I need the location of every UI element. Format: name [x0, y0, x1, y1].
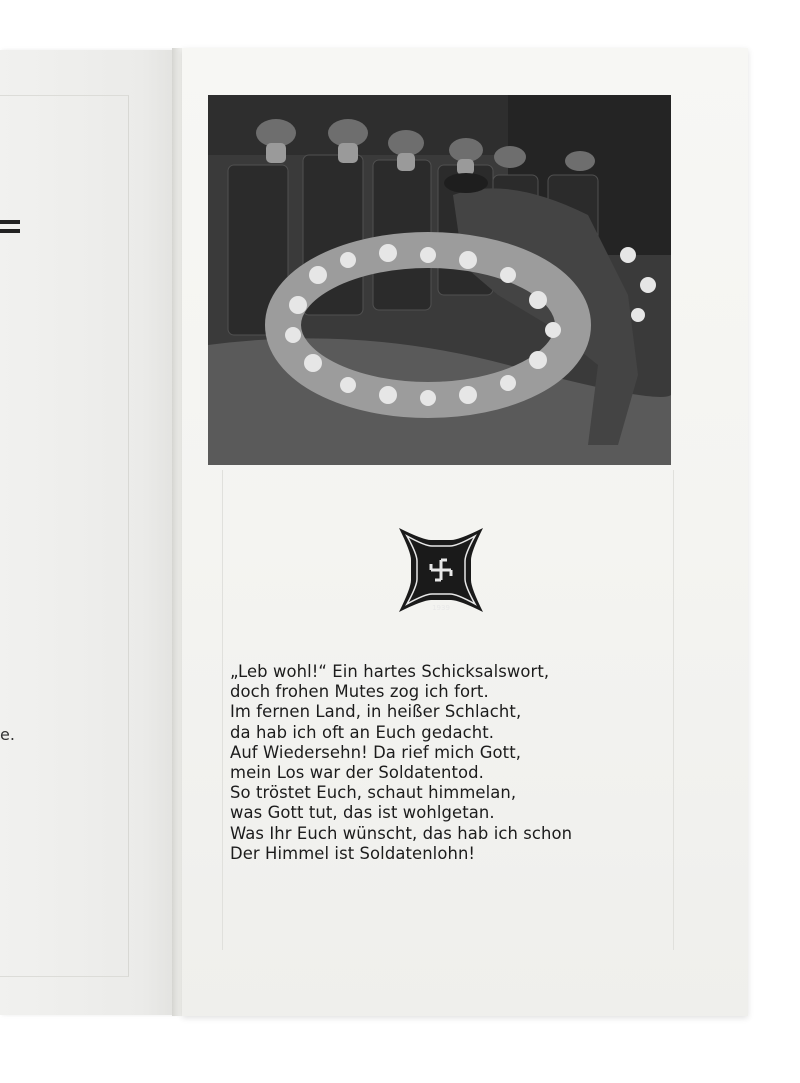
memorial-photograph: [208, 95, 671, 465]
iron-cross-icon: [393, 522, 489, 618]
left-page-frame: [0, 95, 129, 977]
poem-line: was Gott tut, das ist wohlgetan.: [230, 803, 495, 823]
photograph-soldiers-wreath-icon: [208, 95, 671, 465]
poem-line: doch frohen Mutes zog ich fort.: [230, 682, 489, 702]
poem-line: da hab ich oft an Euch gedacht.: [230, 722, 495, 742]
poem-line: „Leb wohl!“ Ein hartes Schicksalswort,: [230, 662, 550, 681]
poem-line: mein Los war der Soldatentod.: [230, 763, 484, 783]
poem-line: Auf Wiedersehn! Da rief mich Gott,: [230, 742, 522, 762]
left-page-letter-fragment: e.: [0, 725, 15, 744]
left-page-equals-mark: [0, 220, 20, 224]
memorial-poem: [230, 662, 670, 864]
poem-line: So tröstet Euch, schaut himmelan,: [230, 783, 517, 803]
poem-line: Was Ihr Euch wünscht, das hab ich schon: [230, 823, 573, 843]
poem-line: Der Himmel ist Soldatenlohn!: [230, 843, 476, 863]
iron-cross-emblem: [393, 522, 489, 618]
poem-line: Im fernen Land, in heißer Schlacht,: [230, 702, 522, 722]
iron-cross-year: 1939: [432, 604, 450, 612]
